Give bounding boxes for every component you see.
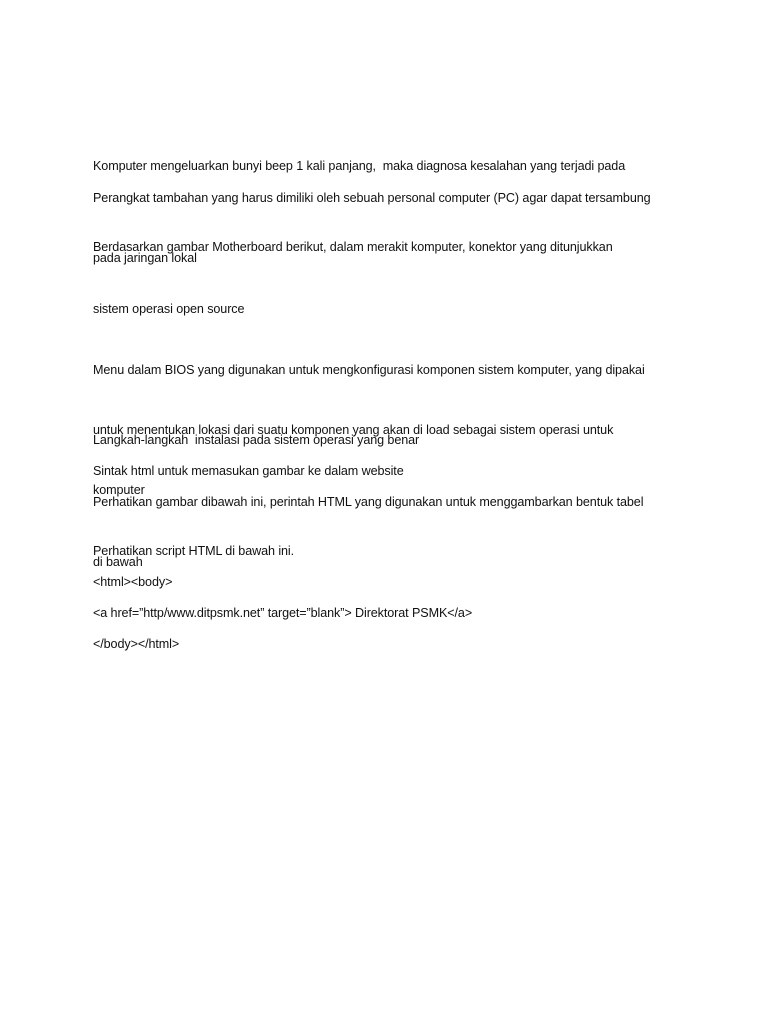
code-line-close-tags xyxy=(93,594,683,694)
text-line: </body></html> xyxy=(93,637,180,651)
text-line: di bawah xyxy=(93,555,143,569)
text-line: Menu dalam BIOS yang digunakan untuk mengkonfigurasi komponen sistem komputer, yang dipakai xyxy=(93,363,645,377)
text-line: Perangkat tambahan yang harus dimiliki oleh sebuah personal computer (PC) agar dapat tersambung xyxy=(93,191,651,205)
text-line: <a href=”http/www.ditpsmk.net” target=”blank”> Direktorat PSMK</a> xyxy=(93,606,473,620)
text-line: Sintak html untuk memasukan gambar ke dalam website xyxy=(93,464,404,478)
text-line: Langkah-langkah instalasi pada sistem operasi yang benar xyxy=(93,433,420,447)
text-line: pada jaringan lokal xyxy=(93,251,197,265)
text-line: Berdasarkan gambar Motherboard berikut, dalam merakit komputer, konektor yang ditunjukkan xyxy=(93,240,613,254)
text-line: <html><body> xyxy=(93,575,173,589)
text-line: Perhatikan gambar dibawah ini, perintah HTML yang digunakan untuk menggambarkan bentuk tabel xyxy=(93,495,644,509)
text-line: sistem operasi open source xyxy=(93,302,245,316)
text-line: komputer xyxy=(93,483,145,497)
text-line: Komputer mengeluarkan bunyi beep 1 kali panjang, maka diagnosa kesalahan yang terjadi pada xyxy=(93,159,626,173)
text-line: untuk menentukan lokasi dari suatu komponen yang akan di load sebagai sistem operasi untuk xyxy=(93,423,614,437)
text-line: Perhatikan script HTML di bawah ini. xyxy=(93,544,295,558)
